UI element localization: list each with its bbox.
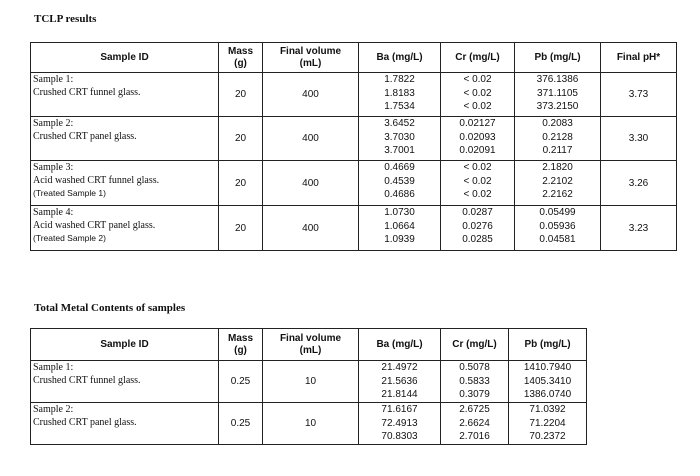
ba-cell: 1.0730 1.0664 1.0939 [359, 206, 441, 251]
total-metal-table [30, 328, 587, 445]
ph-cell: 3.73 [601, 73, 677, 117]
col-final-ph: Final pH* [601, 43, 677, 73]
ba-cell: 71.6167 72.4913 70.8303 [359, 403, 441, 445]
volume-cell: 400 [263, 206, 359, 251]
col-cr: Cr (mg/L) [441, 329, 509, 361]
tclp-table [30, 42, 677, 251]
sample-id-cell: Sample 1: Crushed CRT funnel glass. [31, 361, 219, 403]
volume-cell: 400 [263, 73, 359, 117]
volume-cell: 10 [263, 403, 359, 445]
col-sample-id: Sample ID [31, 329, 219, 361]
sample-id-cell: Sample 4: Acid washed CRT panel glass. (Treated Sample 2) [31, 206, 219, 251]
pb-cell: 376.1386 371.1105 373.2150 [515, 73, 601, 117]
col-mass: Mass (g) [219, 43, 263, 73]
cr-cell: < 0.02 < 0.02 < 0.02 [441, 161, 515, 206]
mass-cell: 0.25 [219, 403, 263, 445]
mass-cell: 20 [219, 206, 263, 251]
col-ba: Ba (mg/L) [359, 43, 441, 73]
table-row [31, 117, 677, 161]
ph-cell: 3.30 [601, 117, 677, 161]
table-row [31, 361, 587, 403]
table-row [31, 73, 677, 117]
ba-cell: 1.7822 1.8183 1.7534 [359, 73, 441, 117]
tclp-header-row [31, 43, 677, 73]
col-ba: Ba (mg/L) [359, 329, 441, 361]
cr-cell: 0.0287 0.0276 0.0285 [441, 206, 515, 251]
col-sample-id: Sample ID [31, 43, 219, 73]
volume-cell: 400 [263, 161, 359, 206]
sample-id-cell: Sample 2: Crushed CRT panel glass. [31, 403, 219, 445]
mass-cell: 20 [219, 117, 263, 161]
tclp-title: TCLP results [34, 13, 97, 25]
volume-cell: 10 [263, 361, 359, 403]
ph-cell: 3.23 [601, 206, 677, 251]
sample-id-cell: Sample 1: Crushed CRT funnel glass. [31, 73, 219, 117]
pb-cell: 71.0392 71.2204 70.2372 [509, 403, 587, 445]
pb-cell: 0.2083 0.2128 0.2117 [515, 117, 601, 161]
table-row [31, 403, 587, 445]
total-metal-header-row [31, 329, 587, 361]
mass-cell: 20 [219, 161, 263, 206]
pb-cell: 2.1820 2.2102 2.2162 [515, 161, 601, 206]
ph-cell: 3.26 [601, 161, 677, 206]
cr-cell: 0.02127 0.02093 0.02091 [441, 117, 515, 161]
ba-cell: 0.4669 0.4539 0.4686 [359, 161, 441, 206]
col-pb: Pb (mg/L) [515, 43, 601, 73]
col-cr: Cr (mg/L) [441, 43, 515, 73]
table-row [31, 206, 677, 251]
col-final-volume: Final volume (mL) [263, 329, 359, 361]
pb-cell: 0.05499 0.05936 0.04581 [515, 206, 601, 251]
mass-cell: 20 [219, 73, 263, 117]
col-pb: Pb (mg/L) [509, 329, 587, 361]
total-metal-title: Total Metal Contents of samples [34, 302, 186, 314]
cr-cell: 2.6725 2.6624 2.7016 [441, 403, 509, 445]
col-final-volume: Final volume (mL) [263, 43, 359, 73]
sample-id-cell: Sample 3: Acid washed CRT funnel glass. (Treated Sample 1) [31, 161, 219, 206]
volume-cell: 400 [263, 117, 359, 161]
cr-cell: 0.5078 0.5833 0.3079 [441, 361, 509, 403]
ba-cell: 3.6452 3.7030 3.7001 [359, 117, 441, 161]
mass-cell: 0.25 [219, 361, 263, 403]
table-row [31, 161, 677, 206]
ba-cell: 21.4972 21.5636 21.8144 [359, 361, 441, 403]
cr-cell: < 0.02 < 0.02 < 0.02 [441, 73, 515, 117]
col-mass: Mass (g) [219, 329, 263, 361]
sample-id-cell: Sample 2: Crushed CRT panel glass. [31, 117, 219, 161]
pb-cell: 1410.7940 1405.3410 1386.0740 [509, 361, 587, 403]
